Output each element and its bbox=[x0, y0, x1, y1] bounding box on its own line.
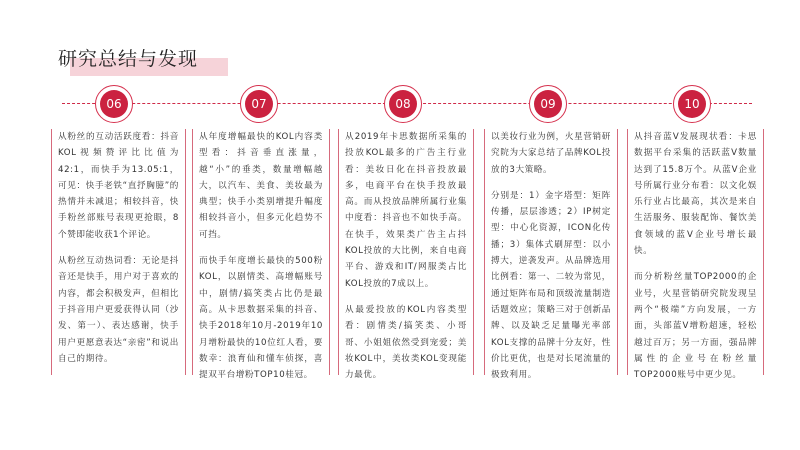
title-area bbox=[58, 46, 198, 72]
finding-paragraph: 从抖音蓝V发展现状看：卡思数据平台采集的活跃蓝V数量达到了15.8万个。从蓝V企业号所属行业分布看：以文化娱乐行业占比最高，其次是来自生活服务、服装配饰、餐饮美食领域的蓝V企业号增长最快。 bbox=[634, 132, 757, 257]
timeline-node-10 bbox=[673, 85, 711, 123]
finding-paragraph: 从粉丝的互动活跃度看：抖音KOL视频赞评比比值为42:1，而快手为13.05:1，可见：快手老铁“直抒胸臆”的热情并未减退；相较抖音，快手粉丝部账号表现更抢眼，8个赞即能收获1个评论。 bbox=[58, 132, 179, 240]
finding-paragraph: 从2019年卡思数据所采集的投放KOL最多的广告主行业看：美妆日化在抖音投放最多，电商平台在快手投放最高。而从投放品牌所属行业集中度看：抖音也不如快手高。在快手，效果类广告主占抖KOL投放的大比例，来自电商平台、游戏和IT/网服类占比KOL投放的7成以上。 bbox=[345, 132, 467, 289]
finding-column-08 bbox=[338, 129, 474, 381]
timeline-node-09 bbox=[529, 85, 567, 123]
page-title: 研究总结与发现 bbox=[58, 48, 199, 70]
node-number: 10 bbox=[678, 90, 706, 118]
finding-column-09 bbox=[484, 129, 618, 381]
node-number: 07 bbox=[245, 90, 273, 118]
finding-column-06 bbox=[51, 129, 186, 375]
finding-paragraph: 而分析粉丝量TOP2000的企业号，火星营销研究院发现呈两个“极端”方向发展，一方面，头部蓝V增粉超速，轻松越过百万；另一方面，强品牌属性的企业号在粉丝量TOP2000账号中更少见。 bbox=[634, 272, 757, 381]
timeline-node-06 bbox=[95, 85, 133, 123]
finding-paragraph: 分别是：1）金字塔型：矩阵传播，层层渗透；2）IP树定型：中心化资源，ICON化传播；3）集体式刷屏型：以小搏大，逆袭发声。从品牌选用比例看：第一、二较为常见，通过矩阵布局和顶级流量制造话题效应；策略三对于创新品牌、以及缺乏足量曝光率部KOL支撑的品牌十分友好，性价比更优，也是对长尾流量的极致利用。 bbox=[491, 190, 611, 381]
finding-paragraph: 从最爱投放的KOL内容类型看：剧情类/搞笑类、小哥哥、小姐姐依然受到宠爱；美妆KOL中，美妆类KOL变现能力最优。 bbox=[345, 304, 467, 381]
finding-column-07 bbox=[192, 129, 330, 381]
timeline-node-07 bbox=[240, 85, 278, 123]
finding-paragraph: 以美妆行业为例，火星营销研究院为大家总结了品牌KOL投放的3大策略。 bbox=[491, 132, 611, 175]
finding-paragraph: 从粉丝互动热词看：无论是抖音还是快手，用户对于喜欢的内容，都会积极发声，但相比于抖音用户更爱获得认同（沙发、第一）、表达感谢，快手用户更愿意表达“亲密”和说出自己的期待。 bbox=[58, 256, 179, 364]
node-number: 08 bbox=[389, 90, 417, 118]
timeline-node-08 bbox=[384, 85, 422, 123]
node-number: 06 bbox=[100, 90, 128, 118]
finding-column-10 bbox=[627, 129, 764, 381]
finding-paragraph: 从年度增幅最快的KOL内容类型看：抖音垂直涨量，越“小”的垂类，数量增幅越大，以汽车、美食、美妆最为典型；快手小类别增提升幅度相较抖音小，但多元化趋势不可挡。 bbox=[199, 132, 323, 240]
finding-paragraph: 而快手年度增长最快的500粉KOL，以剧情类、高增幅账号中，剧情/搞笑类占比仍是最高。从卡思数据采集的抖音、快手2018年10月-2019年10月增粉最快的10位红人看，要数幸：浪育仙和懂车侦探，喜提双平台增粉TOP10桂冠。 bbox=[199, 256, 323, 381]
node-number: 09 bbox=[534, 90, 562, 118]
